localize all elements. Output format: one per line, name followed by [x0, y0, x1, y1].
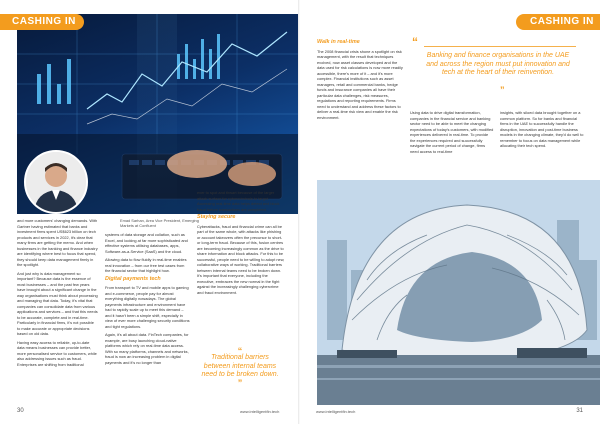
footer-url-left: www.intelligentfin.tech: [240, 409, 280, 414]
paragraph: Allowing data to flow fluidly in real-time enables real innovation – from our free test cases from the financial sector that highlight how.: [105, 257, 187, 273]
paragraph: insights, with siloed data brought together on a common platform. So for banks and financial firms in the UAE to successfully handle the disruption, innovation and post-time business models in the changing climate, they'd do well to remember to focus on data management while allocating their tech spend.: [500, 110, 584, 148]
quote-open-icon: “: [237, 346, 243, 356]
pull-quote-text: Traditional barriers between internal teams need to be broken down.: [201, 354, 279, 378]
paragraph: ever to spot and thwart because of the larger attack surface for cybercriminals to target. Accessing real-time data helps detect and block fraud before transactions are completed.: [197, 190, 280, 212]
paragraph: Cyberattacks, fraud and financial crime can all be part of the same whole, with attacks like phishing or account takeovers often the precursor to short- or long-term fraud. Because of this, fusion centres are becoming increasingly common as the drive to share information and block attacks. For this to be successful, people need to be willing to adopt new, collaborative ways of working. Traditional barriers between internal teams need to be broken down. It's important that everyone, including the executive, embraces the new normal in the fight against the increasingly challenging cybercrime and fraud environment.: [197, 223, 285, 295]
author-caption: Emad Sarhan, Area Vice President, Emerging Markets at Confluent: [120, 218, 199, 228]
right-column-3: [500, 110, 584, 152]
page-number-right: 31: [576, 408, 583, 414]
section-heading: Staying secure: [197, 214, 236, 220]
quote-close-icon: ”: [237, 377, 243, 388]
avatar-icon: [26, 152, 86, 212]
paragraph: Again, it's all about data. FinTech companies, for example, are busy launching cloud-native platforms which rely on real-time data access. With so many platforms, channels and networks, fraud is now an increasing problem in digital payments and it's no longer than: [105, 332, 189, 365]
footer-url-right: www.intelligentfin.tech: [316, 409, 356, 414]
section-tab-left: CASHING IN: [0, 14, 84, 30]
right-column-1: [317, 40, 405, 123]
section-tab-right: CASHING IN: [516, 14, 600, 30]
paragraph: Using data to drive digital transformation, companies in the financial service and banking sector need to be able to meet the changing expectations of today's customers, with modified experiences delivered in real-time. To provide the experiences required and successfully navigate the current period of change, firms need access to real-time: [410, 110, 494, 154]
quote-close-icon: ”: [500, 85, 505, 95]
paragraph: And just why is data management so important? Because data is the essence of most businesses – and the past few years have brought about a significant change in the way organisations must think about processing and managing that data. Today, it's vital that companies can consolidate data from various applications and services – and that this needs to be accurate, complete and in real-time. Particularly in financial firms, it's not possible to make accurate or appropriate decisions based on old data.: [17, 270, 98, 336]
quote-open-icon: “: [412, 35, 418, 49]
right-page: [300, 0, 600, 424]
left-column-1: [17, 218, 98, 370]
section-heading: Digital payments tech: [105, 275, 161, 282]
pull-quote-text: Banking and finance organisations in the UAE and across the region must put innovation and tech at the heart of their reinvention.: [426, 52, 570, 76]
left-column-3: [197, 190, 285, 298]
section-heading: Walk in real-time: [317, 39, 360, 45]
pull-quote-left: [198, 348, 282, 386]
museum-of-the-future-illustration: [317, 180, 600, 405]
museum-building-photo: [317, 180, 600, 405]
author-portrait: [24, 150, 88, 214]
paragraph: The 2008 financial crisis shone a spotlight on risk management, with the result that techniques evolved, now asset classes developed and the data used for risk calculations is now more readily accessible, there's more of it – and it's more complex. Financial institutions such as asset managers, retail and commercial banks, hedge funds and insurance companies all have their particular data challenges, risk measures, regulations and reporting requirements. Firms need to understand and address these factors to deliver a real-time risk view and enable the risk environment.: [317, 48, 403, 120]
pull-quote-right: [410, 35, 586, 100]
quote-rule: [424, 46, 576, 47]
left-column-2: [105, 232, 190, 368]
paragraph: systems of data storage and collation, such as Excel, and looking at far more sophisticated and effective systems utilising databases, apps, Software-as-a-Service (SaaS) and the cloud.: [105, 232, 188, 254]
paragraph: and more customers' changing demands. With Gartner having estimated that banks and investment firms spent US$623 billion on tech products and services in 2022, it's clear that many firms are getting the memo. And when businesses in the banking and finance industry are identifying where best to focus that spend, they should keep data management firmly in the spotlight.: [17, 218, 98, 267]
paragraph: From transport to TV and mobile apps to gaming and e-commerce, people pay for almost everything digitally nowadays. The global payments infrastructure and environment have had to rapidly scale up to meet this demand – and it hasn't been a simple shift, especially in view of ever more challenging security conditions and tight regulations.: [105, 285, 190, 329]
page-number-left: 30: [17, 408, 24, 414]
right-column-2: [410, 110, 494, 157]
paragraph: Having easy access to reliable, up-to-date data means businesses can provide better, more personalised service to customers, while also addressing issues such as fraud. Enterprises are shifting from traditional: [17, 339, 97, 367]
